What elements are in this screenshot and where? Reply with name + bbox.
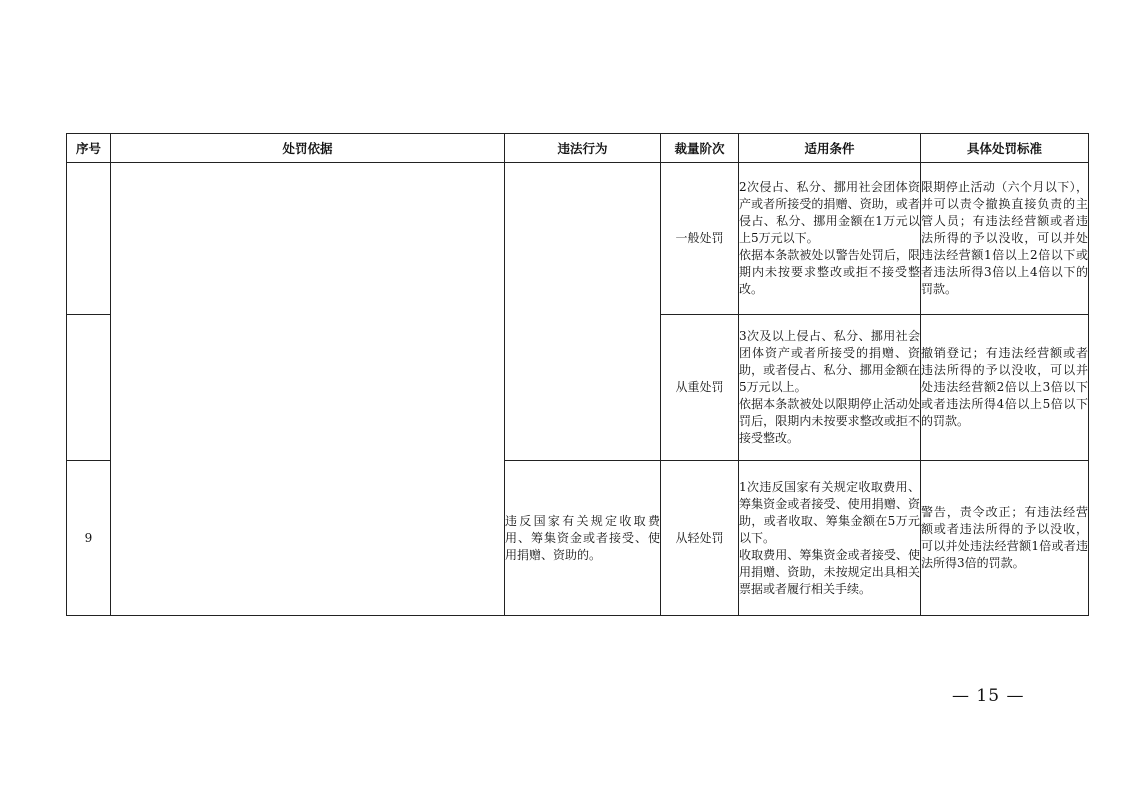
standard-cell: 警告，责令改正；有违法经营额或者违法所得的予以没收，可以并处违法经营额1倍或者违法所得3倍的罚款。 (921, 461, 1089, 616)
behavior-cell: 违反国家有关规定收取费用、筹集资金或者接受、使用捐赠、资助的。 (505, 461, 661, 616)
condition-paragraph: 1次违反国家有关规定收取费用、筹集资金或者接受、使用捐赠、资助，或者收取、筹集金额在5万元以下。 (739, 479, 920, 545)
condition-paragraph: 3次及以上侵占、私分、挪用社会团体资产或者所接受的捐赠、资助，或者侵占、私分、挪用金额在5万元以上。 (739, 329, 920, 394)
basis-cell (111, 163, 505, 616)
behavior-cell-empty (505, 163, 661, 461)
condition-cell (739, 315, 921, 461)
level-cell: 从轻处罚 (661, 461, 739, 616)
seq-cell-empty (67, 163, 111, 315)
condition-paragraph: 依据本条款被处以警告处罚后，限期内未按要求整改或拒不接受整改。 (739, 248, 920, 296)
level-cell: 一般处罚 (661, 163, 739, 315)
standard-cell: 限期停止活动（六个月以下），并可以责令撤换直接负责的主管人员；有违法经营额或者违法所得的予以没收，可以并处违法经营额1倍以上2倍以下或者违法所得3倍以上4倍以下的罚款。 (921, 163, 1089, 315)
table-header-row (67, 134, 1089, 163)
condition-cell (739, 461, 921, 616)
table-row (67, 163, 1089, 315)
seq-cell-empty (67, 315, 111, 461)
level-cell: 从重处罚 (661, 315, 739, 461)
condition-paragraph: 收取费用、筹集资金或者接受、使用捐赠、资助，未按规定出具相关票据或者履行相关手续。 (739, 547, 920, 596)
header-condition: 适用条件 (739, 134, 921, 163)
condition-paragraph: 依据本条款被处以限期停止活动处罚后，限期内未按要求整改或拒不接受整改。 (739, 397, 920, 445)
header-basis: 处罚依据 (111, 134, 505, 163)
header-standard: 具体处罚标准 (921, 134, 1089, 163)
header-behavior: 违法行为 (505, 134, 661, 163)
standard-cell: 撤销登记；有违法经营额或者违法所得的予以没收，可以并处违法经营额2倍以上3倍以下或者违法所得4倍以上5倍以下的罚款。 (921, 315, 1089, 461)
penalty-table (66, 133, 1089, 616)
seq-cell: 9 (67, 461, 111, 616)
page-number: — 15 — (952, 686, 1025, 706)
condition-cell (739, 163, 921, 315)
header-seq: 序号 (67, 134, 111, 163)
header-level: 裁量阶次 (661, 134, 739, 163)
condition-paragraph: 2次侵占、私分、挪用社会团体资产或者所接受的捐赠、资助，或者侵占、私分、挪用金额在1万元以上5万元以下。 (739, 180, 920, 245)
